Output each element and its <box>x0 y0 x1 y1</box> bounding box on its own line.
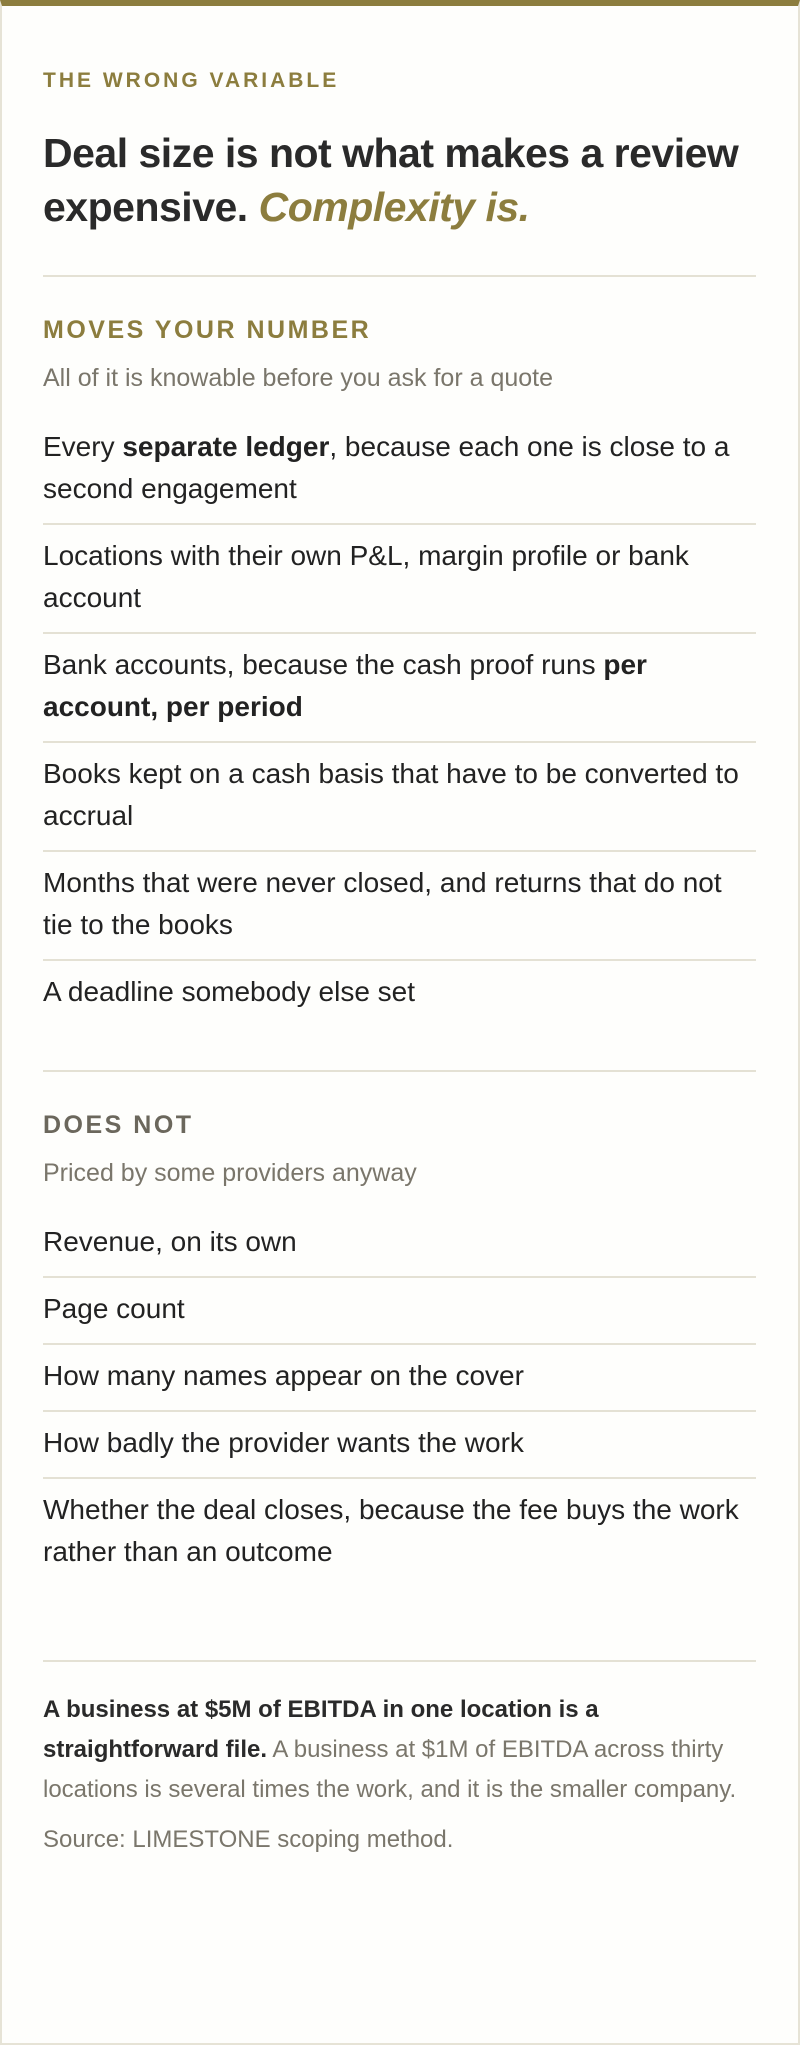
list-item: Whether the deal closes, because the fee buys the work rather than an outcome <box>43 1494 739 1567</box>
divider <box>43 1660 756 1662</box>
does-not-section-subtitle: Priced by some providers anyway <box>43 1159 417 1187</box>
footer-rest: A business at $1M of EBITDA across thirty locations is several times the work, and it is the smaller company. <box>43 1736 737 1803</box>
moves-section-label: MOVES YOUR NUMBER <box>43 316 372 344</box>
list-item: How badly the provider wants the work <box>43 1412 756 1479</box>
list-item: Every separate ledger, because each one is close to a second engagement <box>43 416 756 525</box>
list-item: How many names appear on the cover <box>43 1345 756 1412</box>
headline-accent: Complexity is. <box>258 184 530 230</box>
list-item: Page count <box>43 1278 756 1345</box>
emphasis: per account, per period <box>43 649 647 722</box>
emphasis: separate ledger <box>122 431 330 462</box>
footer-lead: A business at $5M of EBITDA in one location is a straightforward file. <box>43 1696 599 1763</box>
list-item: Bank accounts, because the cash proof runs per account, per period <box>43 634 756 743</box>
list-item: Locations with their own P&L, margin profile or bank account <box>43 525 756 634</box>
does-not-list <box>43 1211 756 1586</box>
list-item: Revenue, on its own <box>43 1211 756 1278</box>
does-not-section-label: DOES NOT <box>43 1111 194 1139</box>
footer-note <box>43 1690 756 1810</box>
list-item: A deadline somebody else set <box>43 976 416 1007</box>
moves-list <box>43 416 756 1026</box>
moves-section-subtitle: All of it is knowable before you ask for a quote <box>43 364 554 392</box>
eyebrow: THE WRONG VARIABLE <box>43 69 340 92</box>
list-item: Books kept on a cash basis that have to be converted to accrual <box>43 743 756 852</box>
source-note: Source: LIMESTONE scoping method. <box>43 1826 454 1853</box>
list-item: Months that were never closed, and returns that do not tie to the books <box>43 852 756 961</box>
headline-main: Deal size is not what makes a review expensive. <box>43 130 739 230</box>
headline <box>43 126 756 234</box>
